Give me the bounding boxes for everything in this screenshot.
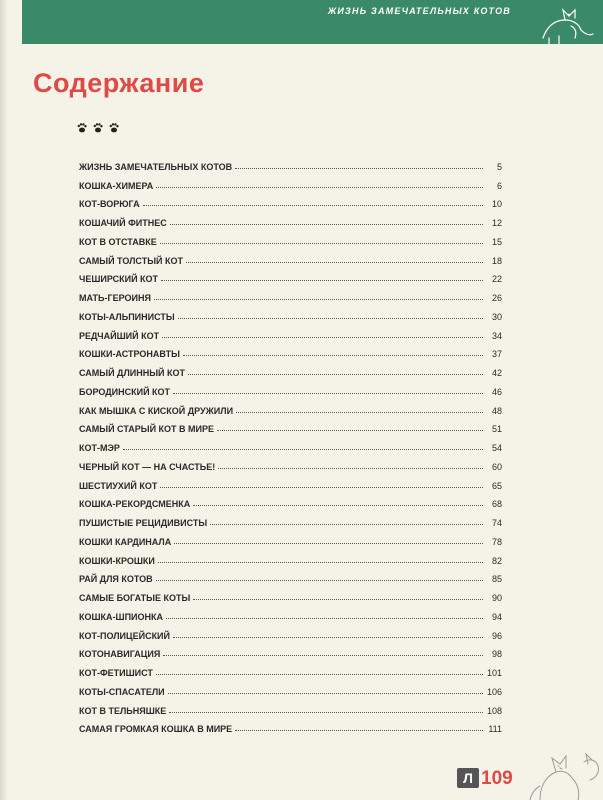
dot-leader [183, 355, 483, 356]
paw-prints-icon [76, 120, 136, 134]
toc-entry [79, 566, 502, 585]
toc-entry [79, 603, 502, 622]
toc-entry-title: КАК МЫШКА С КИСКОЙ ДРУЖИЛИ [79, 405, 234, 416]
dot-leader [156, 580, 483, 581]
toc-entry [79, 491, 502, 510]
toc-entry-page: 68 [491, 499, 502, 510]
toc-entry [79, 472, 502, 491]
toc-entry-page: 5 [496, 161, 502, 172]
toc-entry-title: ЧЕШИРСКИЙ КОТ [79, 274, 159, 285]
toc-entry [79, 341, 502, 360]
dot-leader [156, 674, 483, 675]
toc-entry-title: БОРОДИНСКИЙ КОТ [79, 386, 171, 397]
dot-leader [154, 299, 483, 300]
toc-entry-title: ПУШИСТЫЕ РЕЦИДИВИСТЫ [79, 518, 208, 528]
toc-entry-title: КОШКА-ХИМЕРА [79, 180, 154, 191]
toc-entry [79, 622, 502, 641]
dot-leader [193, 505, 483, 506]
toc-entry-title: КОТ-МЭР [79, 443, 120, 453]
dot-leader [188, 374, 483, 375]
toc-entry-page: 74 [491, 518, 502, 528]
toc-entry [79, 322, 502, 341]
watermark-logo: Л [457, 768, 479, 788]
toc-entry-title: САМЫЕ БОГАТЫЕ КОТЫ [79, 593, 191, 603]
toc-entry-title: КОТ-ВОРЮГА [79, 199, 140, 210]
toc-entry-title: МАТЬ-ГЕРОИНЯ [79, 293, 151, 303]
page-title: Содержание [33, 68, 205, 98]
dot-leader [174, 543, 483, 544]
toc-entry-title: КОШКИ КАРДИНАЛА [79, 536, 172, 547]
toc-entry [79, 191, 502, 210]
toc-entry [79, 659, 502, 678]
toc-entry [79, 453, 502, 472]
dot-leader [158, 562, 483, 563]
toc-entry-title: КОТЫ-СПАСАТЕЛИ [79, 686, 165, 697]
toc-entry-page: 54 [491, 443, 502, 453]
dot-leader [178, 318, 483, 319]
dot-leader [143, 205, 483, 206]
toc-entry-page: 10 [491, 199, 502, 210]
toc-entry [79, 303, 502, 322]
toc-entry [79, 209, 502, 228]
header-band [22, 0, 603, 44]
dot-leader [162, 337, 483, 338]
toc-entry [79, 678, 502, 697]
table-of-contents [79, 153, 502, 734]
dot-leader [163, 655, 483, 656]
dot-leader [173, 637, 483, 638]
dot-leader [168, 693, 483, 694]
dot-leader [236, 412, 483, 413]
toc-entry-title: КОТ-ФЕТИШИСТ [79, 668, 153, 678]
toc-entry-title: САМЫЙ ДЛИННЫЙ КОТ [79, 368, 186, 378]
toc-entry-page: 30 [491, 311, 502, 322]
toc-entry-title: КОШКИ-АСТРОНАВТЫ [79, 349, 180, 360]
dot-leader [123, 449, 483, 450]
toc-entry-page: 65 [491, 480, 502, 491]
running-title: ЖИЗНЬ ЗАМЕЧАТЕЛЬНЫХ КОТОВ [327, 6, 511, 16]
toc-entry-title: КОТ-ПОЛИЦЕЙСКИЙ [79, 630, 170, 641]
toc-entry-page: 60 [491, 461, 502, 472]
toc-entry-page: 106 [486, 686, 502, 697]
toc-entry [79, 697, 502, 716]
toc-entry [79, 434, 502, 453]
toc-entry-title: КОТОНАВИГАЦИЯ [79, 649, 161, 660]
toc-entry-page: 48 [491, 405, 502, 416]
toc-entry-page: 101 [486, 668, 502, 678]
toc-entry [79, 359, 502, 378]
toc-entry [79, 153, 502, 172]
toc-entry-page: 18 [491, 255, 502, 266]
toc-entry-title: КОШКА-ШПИОНКА [79, 611, 164, 622]
toc-entry-title: КОТЫ-АЛЬПИНИСТЫ [79, 311, 175, 322]
toc-entry [79, 266, 502, 285]
dot-leader [156, 187, 483, 188]
toc-entry [79, 416, 502, 435]
toc-entry-page: 51 [491, 424, 502, 435]
dot-leader [160, 243, 483, 244]
toc-entry-title: САМЫЙ СТАРЫЙ КОТ В МИРЕ [79, 424, 215, 435]
toc-entry-page: 85 [491, 574, 502, 585]
cat-sketch-icon [500, 728, 603, 800]
toc-entry [79, 284, 502, 303]
dot-leader [186, 262, 483, 263]
toc-entry-title: ШЕСТИУХИЙ КОТ [79, 480, 158, 491]
toc-entry-title: РЕДЧАЙШИЙ КОТ [79, 330, 160, 341]
toc-entry-title: ЖИЗНЬ ЗАМЕЧАТЕЛЬНЫХ КОТОВ [79, 161, 233, 172]
page-number: 109 [481, 768, 513, 789]
dot-leader [235, 730, 483, 731]
toc-entry-page: 12 [491, 218, 502, 228]
toc-entry [79, 172, 502, 191]
toc-entry-page: 46 [491, 386, 502, 397]
toc-entry-page: 78 [491, 536, 502, 547]
dot-leader [217, 430, 483, 431]
toc-entry [79, 397, 502, 416]
cat-sketch-icon [535, 0, 597, 44]
toc-entry-page: 90 [491, 593, 502, 603]
toc-entry-title: КОШКА-РЕКОРДСМЕНКА [79, 499, 191, 510]
toc-entry-page: 96 [491, 630, 502, 641]
toc-entry-page: 94 [491, 611, 502, 622]
toc-entry-title: РАЙ ДЛЯ КОТОВ [79, 574, 153, 585]
toc-entry-page: 111 [488, 724, 502, 735]
toc-entry [79, 247, 502, 266]
toc-entry-page: 26 [491, 293, 502, 303]
toc-entry-title: ЧЕРНЫЙ КОТ — НА СЧАСТЬЕ! [79, 461, 216, 472]
toc-entry [79, 228, 502, 247]
dot-leader [161, 280, 483, 281]
toc-entry [79, 547, 502, 566]
dot-leader [235, 168, 483, 169]
dot-leader [173, 393, 483, 394]
dot-leader [166, 618, 483, 619]
dot-leader [160, 487, 483, 488]
toc-entry [79, 716, 502, 735]
toc-entry-title: САМАЯ ГРОМКАЯ КОШКА В МИРЕ [79, 724, 233, 735]
toc-entry-page: 98 [491, 649, 502, 660]
toc-entry-page: 22 [491, 274, 502, 285]
toc-entry-page: 15 [491, 236, 502, 247]
toc-entry [79, 528, 502, 547]
toc-entry-page: 37 [491, 349, 502, 360]
toc-entry [79, 641, 502, 660]
toc-entry-page: 42 [491, 368, 502, 378]
toc-entry-page: 82 [491, 555, 502, 566]
toc-entry-page: 108 [486, 705, 502, 716]
toc-entry-page: 6 [496, 180, 502, 191]
toc-entry [79, 378, 502, 397]
dot-leader [210, 524, 483, 525]
dot-leader [218, 468, 483, 469]
toc-entry-title: КОТ В ТЕЛЬНЯШКЕ [79, 705, 167, 716]
page-gutter-shadow [0, 0, 8, 800]
dot-leader [169, 712, 483, 713]
toc-entry-title: САМЫЙ ТОЛСТЫЙ КОТ [79, 255, 183, 266]
toc-entry-title: КОШАЧИЙ ФИТНЕС [79, 218, 167, 228]
toc-entry [79, 584, 502, 603]
toc-entry [79, 509, 502, 528]
dot-leader [193, 599, 483, 600]
dot-leader [170, 224, 483, 225]
toc-entry-page: 34 [491, 330, 502, 341]
toc-entry-title: КОШКИ-КРОШКИ [79, 555, 155, 566]
toc-entry-title: КОТ В ОТСТАВКЕ [79, 236, 157, 247]
